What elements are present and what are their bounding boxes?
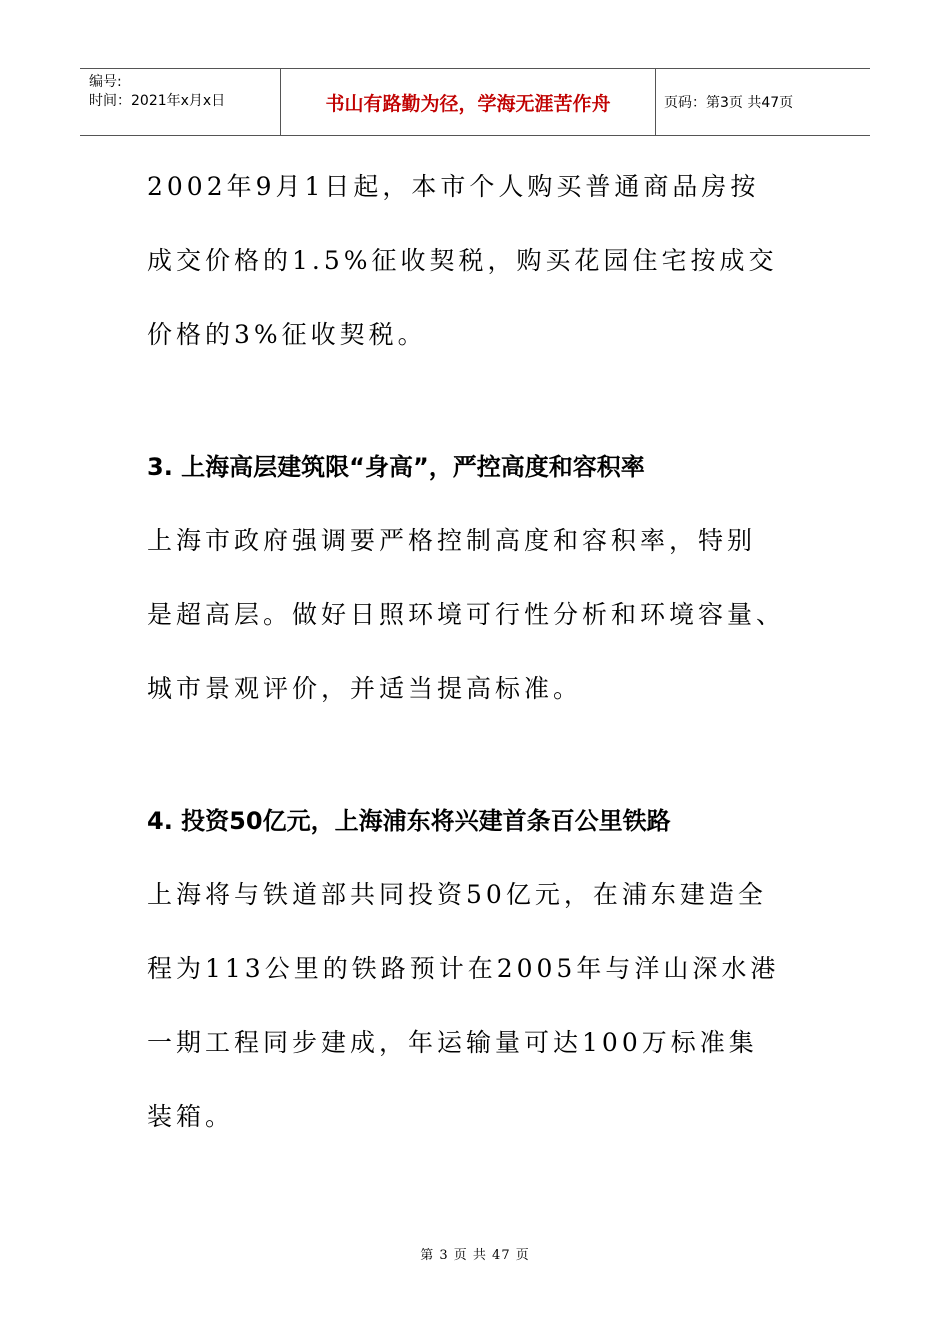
paragraph-line: 一期工程同步建成，年运输量可达100万标准集 — [147, 1028, 758, 1057]
paragraph-line: 成交价格的1.5%征收契税，购买花园住宅按成交 — [147, 246, 778, 275]
header-motto: 书山有路勤为径，学海无涯苦作舟 — [281, 69, 656, 135]
paragraph-line: 城市景观评价，并适当提高标准。 — [147, 674, 583, 703]
page-header — [80, 68, 870, 136]
paragraph-line: 价格的3%征收契税。 — [147, 320, 427, 349]
header-left-cell — [80, 69, 281, 135]
document-time-label: 时间：2021年x月x日 — [89, 93, 226, 109]
document-number-label: 编号: — [89, 74, 122, 90]
header-page-info: 页码：第3页 共47页 — [664, 95, 794, 111]
paragraph-line: 装箱。 — [147, 1102, 235, 1131]
section-4-paragraph — [147, 858, 817, 1154]
intro-paragraph — [147, 150, 817, 372]
section-3-paragraph — [147, 504, 817, 726]
paragraph-line: 2002年9月1日起，本市个人购买普通商品房按 — [147, 172, 760, 201]
document-body — [147, 150, 817, 1154]
paragraph-line: 是超高层。做好日照环境可行性分析和环境容量、 — [147, 600, 786, 629]
paragraph-line: 上海将与铁道部共同投资50亿元，在浦东建造全 — [147, 880, 767, 909]
section-4-heading: 4. 投资50亿元，上海浦东将兴建首条百公里铁路 — [147, 807, 671, 835]
paragraph-line: 程为113公里的铁路预计在2005年与洋山深水港 — [147, 954, 780, 983]
paragraph-line: 上海市政府强调要严格控制高度和容积率，特别 — [147, 526, 757, 555]
page-footer: 第 3 页 共 47 页 — [420, 1248, 530, 1263]
section-3-heading: 3. 上海高层建筑限“身高”，严控高度和容积率 — [147, 453, 645, 481]
